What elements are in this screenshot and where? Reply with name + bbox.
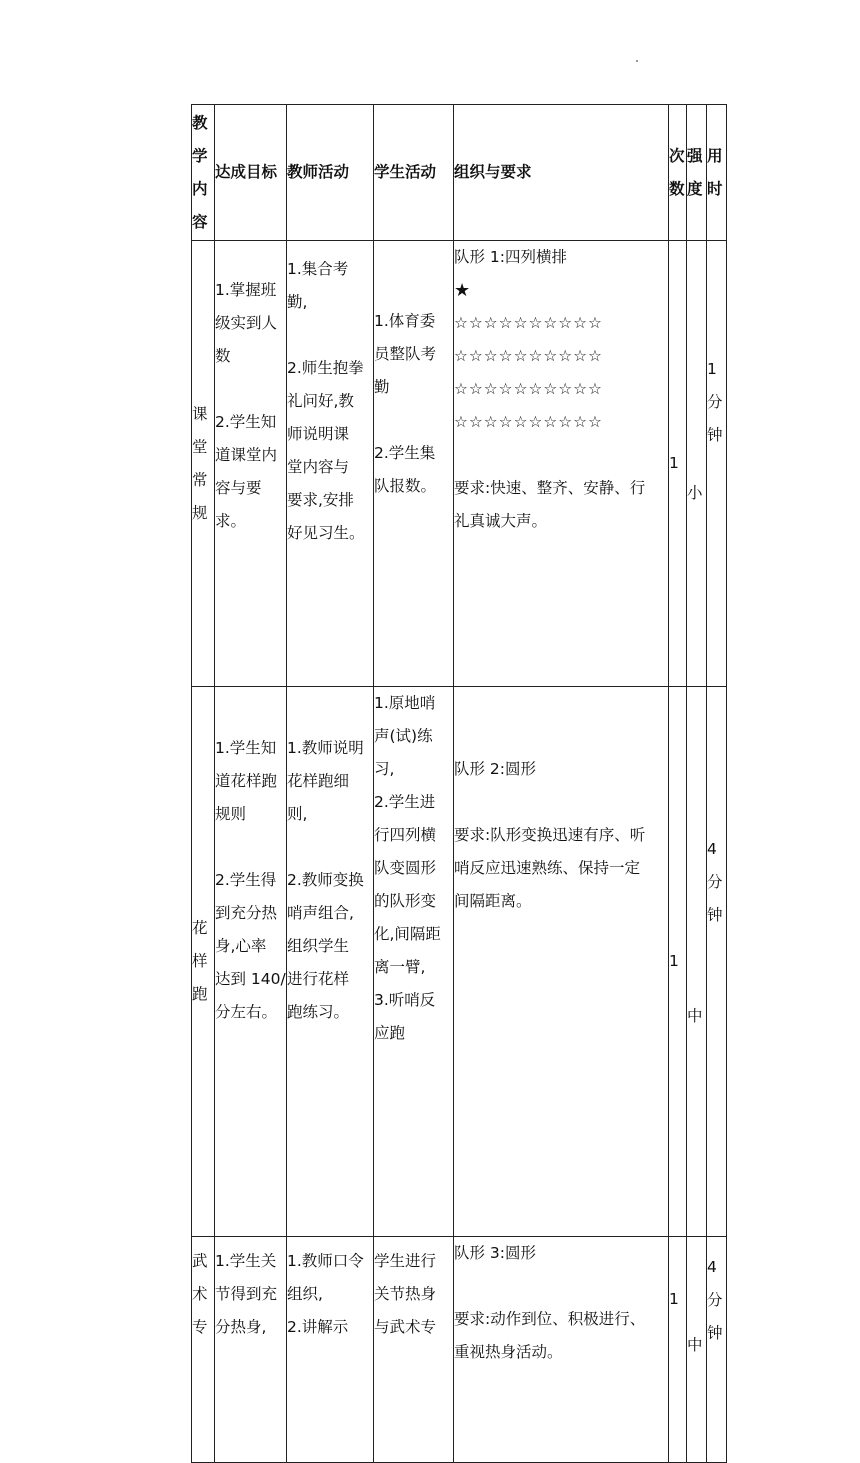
header-content-text — [192, 105, 214, 239]
teacher-star-icon: ★ — [454, 280, 471, 301]
row2-duration — [707, 687, 727, 1237]
row3-duration-line: 钟 — [707, 1324, 723, 1342]
row1-content — [192, 241, 215, 687]
row3-student — [374, 1237, 454, 1463]
row1-duration-line: 1 — [707, 360, 717, 378]
row1-goal-line: 求。 — [215, 512, 247, 530]
row2-org-title: 队形 2:圆形 — [454, 760, 537, 778]
row2-times-text: 1 — [669, 952, 679, 970]
row1-student — [374, 241, 454, 687]
row2-teacher-line: 花样跑细 — [287, 772, 350, 790]
row1-teacher-line: 2.师生抱拳 — [287, 359, 364, 377]
vertical-char: 常 — [192, 470, 208, 489]
row1-student-line: 1.体育委 — [374, 312, 436, 330]
row2-student-line: 行四列横 — [374, 826, 437, 844]
header-student — [374, 105, 454, 241]
row2-goal-line: 达到 140/ — [215, 970, 286, 988]
row2-teacher — [287, 687, 374, 1237]
row1-duration-line: 分 — [707, 393, 723, 411]
row2-student-line: 化,间隔距 — [374, 925, 441, 943]
row2-student-line: 队变圆形 — [374, 859, 437, 877]
row3-teacher — [287, 1237, 374, 1463]
header-content — [192, 105, 215, 241]
row3-teacher-line: 2.讲解示 — [287, 1318, 349, 1336]
row2-intensity-text: 中 — [687, 1007, 703, 1025]
row2-teacher-line: 组织学生 — [287, 937, 350, 955]
row3-org-req: 要求:动作到位、积极进行、 — [454, 1310, 646, 1328]
row1-teacher-line: 堂内容与 — [287, 458, 350, 476]
row1-duration — [707, 241, 727, 687]
row2-teacher-line: 跑练习。 — [287, 1003, 350, 1021]
row2-org-req: 要求:队形变换迅速有序、听 — [454, 826, 646, 844]
row2-teacher-line: 哨声组合, — [287, 904, 354, 922]
vertical-char: 武 — [192, 1252, 208, 1270]
row3-goal-line: 节得到充 — [215, 1285, 278, 1303]
row2-student-line: 离一臂, — [374, 958, 426, 976]
table-row — [192, 687, 727, 1237]
row1-teacher-line: 好见习生。 — [287, 524, 365, 542]
vertical-char: 内 — [192, 180, 208, 198]
row3-student-line: 关节热身 — [374, 1285, 437, 1303]
row1-duration-line: 钟 — [707, 426, 723, 444]
row2-student-line: 2.学生进 — [374, 793, 436, 811]
row2-student-line: 声(试)练 — [374, 727, 433, 745]
row1-teacher-line: 1.集合考 — [287, 260, 349, 278]
header-org — [454, 105, 669, 241]
row1-org — [454, 241, 669, 687]
row2-duration-line: 4 — [707, 840, 717, 858]
row1-goal-line: 数 — [215, 347, 231, 365]
row2-goal-line: 身,心率 — [215, 937, 267, 955]
row1-times — [669, 241, 687, 687]
vertical-char: 教 — [192, 114, 208, 132]
row1-goal-line: 道课堂内 — [215, 446, 278, 464]
row2-student-line: 3.听哨反 — [374, 991, 436, 1009]
row2-duration-line: 钟 — [707, 906, 723, 924]
row3-duration-line: 分 — [707, 1291, 723, 1309]
vertical-char: 堂 — [192, 437, 208, 456]
row3-times-text: 1 — [669, 1290, 679, 1308]
header-teacher — [287, 105, 374, 241]
row2-goal-line: 2.学生得 — [215, 871, 277, 889]
row3-goal-line: 1.学生关 — [215, 1252, 277, 1270]
student-stars-row: ☆☆☆☆☆☆☆☆☆☆ — [454, 413, 603, 431]
row1-student-line: 2.学生集 — [374, 444, 436, 462]
row3-intensity-text: 中 — [687, 1336, 703, 1354]
row1-org-req: 礼真诚大声。 — [454, 512, 548, 530]
row2-goal — [215, 687, 287, 1237]
row3-duration — [707, 1237, 727, 1463]
vertical-char: 容 — [192, 213, 208, 231]
row3-org-title: 队形 3:圆形 — [454, 1244, 537, 1262]
vertical-char: 时 — [707, 179, 723, 198]
row2-student-line: 习, — [374, 760, 395, 778]
vertical-char: 用 — [707, 146, 723, 165]
row1-goal — [215, 241, 287, 687]
header-student-text: 学生活动 — [374, 163, 437, 181]
row1-goal-line: 级实到人 — [215, 314, 278, 332]
student-stars-row: ☆☆☆☆☆☆☆☆☆☆ — [454, 347, 603, 365]
row2-content-text — [192, 912, 214, 1011]
vertical-char: 学 — [192, 147, 208, 165]
header-goal — [215, 105, 287, 241]
row1-intensity-text: 小 — [687, 484, 703, 502]
row3-teacher-line: 1.教师口令 — [287, 1252, 364, 1270]
vertical-char: 花 — [192, 919, 208, 937]
row2-teacher-line: 进行花样 — [287, 970, 350, 988]
row1-teacher-line: 要求,安排 — [287, 491, 354, 509]
row1-goal-line: 容与要 — [215, 479, 262, 497]
row1-student-line: 勤 — [374, 378, 390, 396]
row1-teacher — [287, 241, 374, 687]
row3-student-line: 与武术专 — [374, 1318, 437, 1336]
page-dot — [636, 60, 638, 62]
header-intensity — [687, 105, 707, 241]
row3-content-text — [192, 1245, 214, 1344]
row2-student-line: 应跑 — [374, 1024, 406, 1042]
row1-times-text: 1 — [669, 454, 679, 472]
row1-teacher-line: 师说明课 — [287, 425, 350, 443]
row2-student-line: 1.原地哨 — [374, 694, 436, 712]
row2-duration-line: 分 — [707, 873, 723, 891]
row3-goal-line: 分热身, — [215, 1318, 267, 1336]
vertical-char: 专 — [192, 1318, 208, 1336]
row1-teacher-line: 勤, — [287, 293, 308, 311]
row3-org-req: 重视热身活动。 — [454, 1343, 563, 1361]
row2-goal-line: 1.学生知 — [215, 739, 277, 757]
student-stars-row: ☆☆☆☆☆☆☆☆☆☆ — [454, 314, 603, 332]
header-duration — [707, 105, 727, 241]
row3-intensity — [687, 1237, 707, 1463]
row1-goal-line: 1.掌握班 — [215, 281, 277, 299]
row2-student-line: 的队形变 — [374, 892, 437, 910]
vertical-char: 规 — [192, 503, 208, 522]
header-org-text: 组织与要求 — [454, 163, 532, 181]
row3-student-line: 学生进行 — [374, 1252, 437, 1270]
vertical-char: 强 — [687, 146, 703, 165]
header-duration-text — [707, 140, 726, 206]
row2-student — [374, 687, 454, 1237]
row1-student-line: 队报数。 — [374, 477, 437, 495]
row2-org — [454, 687, 669, 1237]
row1-intensity — [687, 241, 707, 687]
header-times-text — [669, 140, 686, 206]
row2-intensity — [687, 687, 707, 1237]
row1-student-line: 员整队考 — [374, 345, 437, 363]
row1-org-req: 要求:快速、整齐、安静、行 — [454, 479, 646, 497]
row3-org — [454, 1237, 669, 1463]
row2-teacher-line: 2.教师变换 — [287, 871, 364, 889]
row2-org-req: 哨反应迅速熟练、保持一定 — [454, 859, 641, 877]
row1-content-text — [192, 398, 214, 530]
header-times — [669, 105, 687, 241]
vertical-char: 跑 — [192, 985, 208, 1003]
row2-teacher-line: 则, — [287, 805, 308, 823]
row3-duration-line: 4 — [707, 1258, 717, 1276]
row2-content — [192, 687, 215, 1237]
row2-goal-line: 分左右。 — [215, 1003, 278, 1021]
header-row — [192, 105, 727, 241]
table-row — [192, 1237, 727, 1463]
row2-times — [669, 687, 687, 1237]
vertical-char: 样 — [192, 952, 208, 970]
header-teacher-text: 教师活动 — [287, 163, 350, 181]
row2-org-req: 间隔距离。 — [454, 892, 532, 910]
vertical-char: 课 — [192, 404, 208, 423]
row1-teacher-line: 礼问好,教 — [287, 392, 354, 410]
lesson-plan-table — [191, 104, 727, 1463]
row2-goal-line: 道花样跑 — [215, 772, 278, 790]
header-goal-text: 达成目标 — [215, 163, 278, 181]
vertical-char: 次 — [669, 146, 685, 165]
vertical-char: 度 — [687, 179, 703, 198]
row2-goal-line: 规则 — [215, 805, 247, 823]
row3-goal — [215, 1237, 287, 1463]
vertical-char: 数 — [669, 179, 685, 198]
student-stars-row: ☆☆☆☆☆☆☆☆☆☆ — [454, 380, 603, 398]
row1-org-title: 队形 1:四列横排 — [454, 248, 568, 266]
row3-content — [192, 1237, 215, 1463]
row2-goal-line: 到充分热 — [215, 904, 278, 922]
row1-goal-line: 2.学生知 — [215, 413, 277, 431]
header-intensity-text — [687, 140, 706, 206]
row3-teacher-line: 组织, — [287, 1285, 323, 1303]
row2-teacher-line: 1.教师说明 — [287, 739, 364, 757]
table-row — [192, 241, 727, 687]
vertical-char: 术 — [192, 1285, 208, 1303]
row3-times — [669, 1237, 687, 1463]
